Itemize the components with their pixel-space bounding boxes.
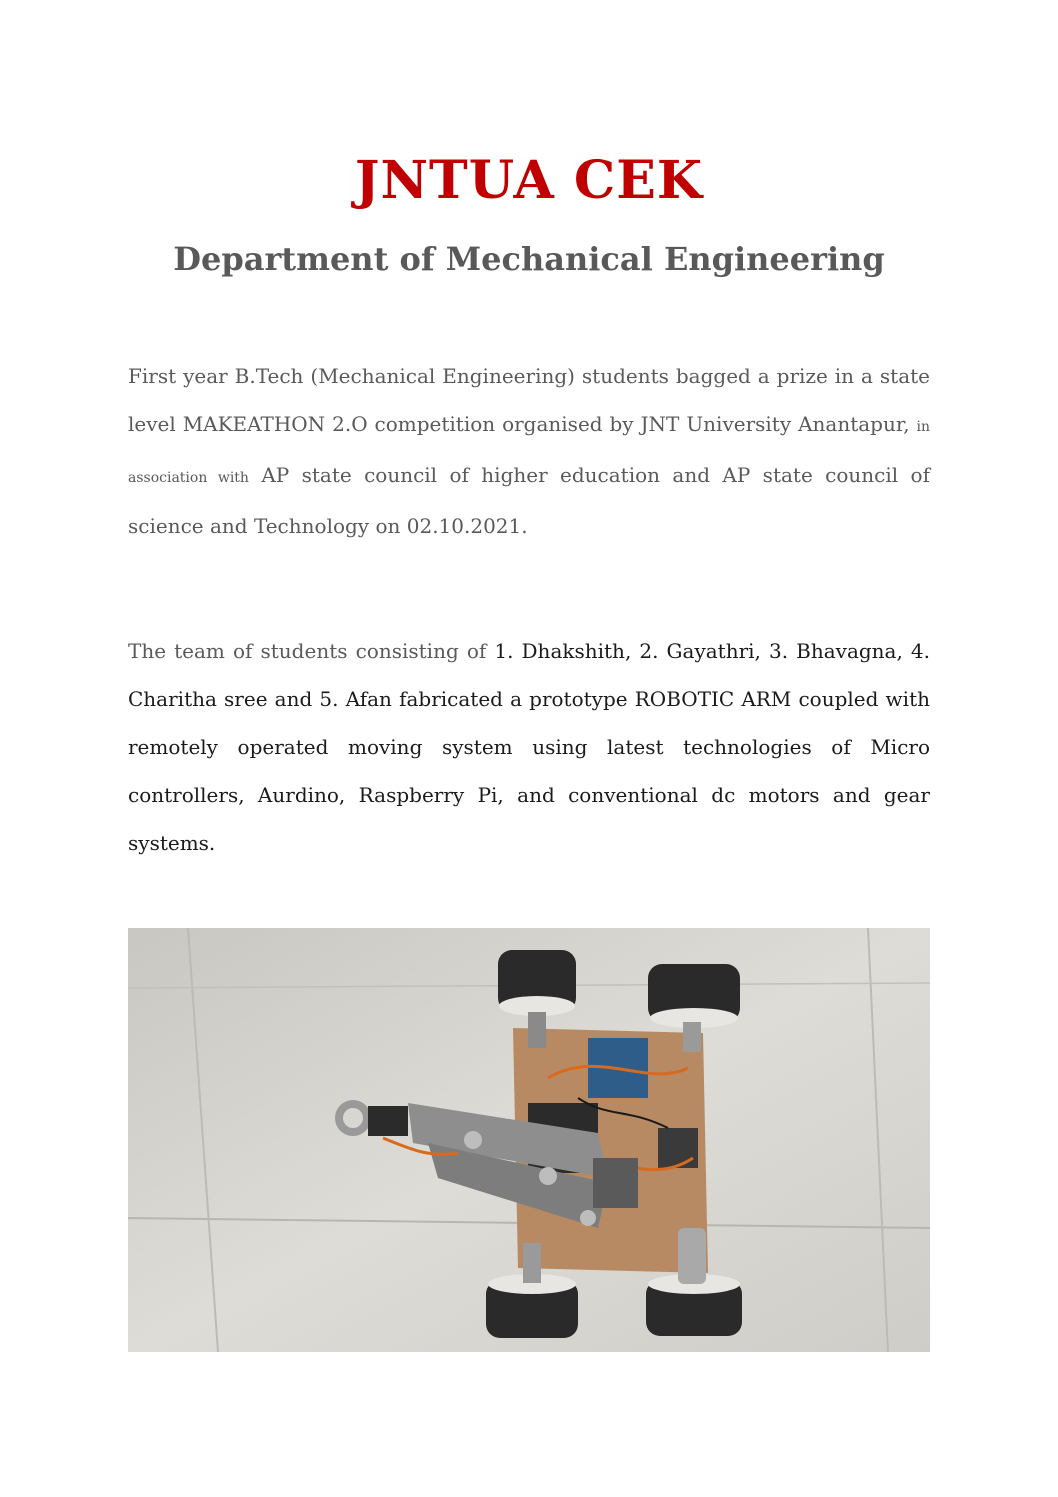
robotic-arm-photo (128, 928, 930, 1352)
team-lead-text: The team of students consisting of (128, 639, 495, 663)
team-body-text: 1. Dhakshith, 2. Gayathri, 3. Bhavagna, 4. Charitha sree and 5. Afan fabricated a prototype ROBOTIC ARM coupled with remotely operated moving system using latest technologies of Micro controllers, Aurdino, Raspberry Pi, and conventional dc motors and gear systems. (128, 639, 930, 855)
team-paragraph (128, 627, 930, 867)
announcement-text-a: First year B.Tech (Mechanical Engineering) students bagged a prize in a state level MAKEATHON 2.O competition organised by JNT University Anantapur, (128, 364, 930, 436)
department-heading: Department of Mechanical Engineering (173, 240, 885, 278)
announcement-text-b: AP state council of higher education and AP state council of science and Technology on 02.10.2021. (128, 463, 930, 538)
announcement-paragraph (128, 352, 930, 550)
announcement-text-small: in association with (128, 419, 930, 486)
page-title: JNTUA CEK (354, 150, 704, 211)
